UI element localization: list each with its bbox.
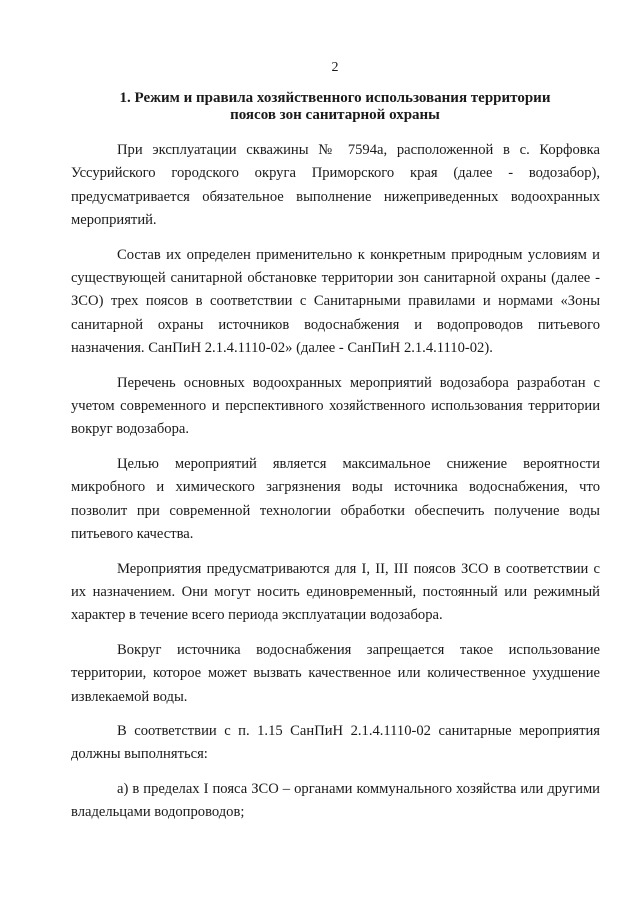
section-heading-line-1: 1. Режим и правила хозяйственного использования территории [119,90,551,106]
paragraph: Целью мероприятий является максимальное снижение вероятности микробного и химического загрязнения воды источника водоснабжения, что позволит при современной технологии обработки обеспечить получение воды питьевого качества. [71,455,600,543]
body-text [71,139,600,836]
paragraph: Вокруг источника водоснабжения запрещается такое использование территории, которое может вызвать качественное или количественное ухудшение извлекаемой воды. [71,641,600,705]
paragraph: а) в пределах I пояса ЗСО – органами коммунального хозяйства или другими владельцами водопроводов; [71,780,600,821]
paragraph: В соответствии с п. 1.15 СанПиН 2.1.4.1110-02 санитарные мероприятия должны выполняться: [71,722,600,763]
paragraph: Перечень основных водоохранных мероприятий водозабора разработан с учетом современного и перспективного хозяйственного использования территории вокруг водозабора. [71,374,600,438]
paragraph: Состав их определен применительно к конкретным природным условиям и существующей санитарной обстановке территории зон санитарной охраны (далее - ЗСО) трех поясов в соответствии с Санитарными правилами и нормами «Зоны санитарной охраны источников водоснабжения и водопроводов питьевого назначения. СанПиН 2.1.4.1110-02» (далее - СанПиН 2.1.4.1110-02). [71,246,600,357]
paragraph: Мероприятия предусматриваются для I, II, III поясов ЗСО в соответствии с их назначением. Они могут носить единовременный, постоянный или режимный характер в течение всего периода эксплуатации водозабора. [71,560,600,624]
section-heading-line-2: поясов зон санитарной охраны [230,107,440,123]
section-heading [70,90,600,124]
page-number: 2 [331,60,339,75]
paragraph: При эксплуатации скважины № 7594а, расположенной в с. Корфовка Уссурийского городского округа Приморского края (далее - водозабор), предусматривается обязательное выполнение нижеприведенных водоохранных мероприятий. [71,142,600,229]
